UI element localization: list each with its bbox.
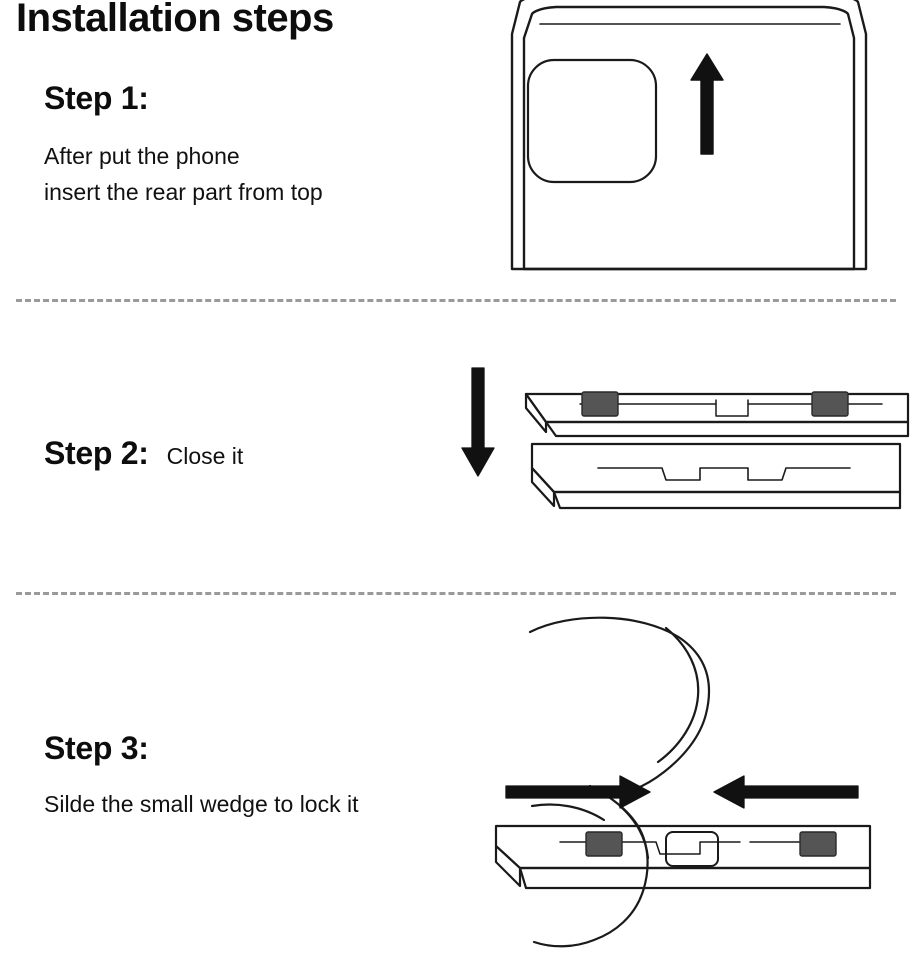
case-left-side — [496, 846, 520, 886]
case-lid-face — [546, 422, 908, 436]
wedge-group-step3 — [586, 832, 836, 856]
step-3-body-line-1: Silde the small wedge to lock it — [44, 791, 359, 817]
step-1-body-line-2: insert the rear part from top — [44, 178, 323, 205]
step-1-text-block — [44, 80, 323, 210]
base-inner-contour — [598, 468, 850, 480]
case-front-face — [520, 868, 870, 888]
step-2-illustration — [430, 360, 910, 550]
step-2-label: Step 2: — [44, 435, 149, 471]
step-1-label: Step 1: — [44, 80, 149, 116]
wedge-left — [586, 832, 622, 856]
case-base-face — [554, 492, 900, 508]
step-3-text-block — [44, 730, 359, 823]
arrow-down-icon — [462, 368, 494, 476]
arrow-right-icon — [506, 776, 650, 808]
step-3-section — [0, 590, 912, 967]
center-button — [666, 832, 718, 866]
phone-body — [524, 7, 854, 269]
step-1-illustration — [480, 0, 900, 262]
step-3-illustration — [470, 610, 910, 950]
case-lid-left-side — [526, 394, 546, 432]
step-2-text-block — [44, 435, 243, 472]
step-2-section — [0, 300, 912, 590]
step-1-section — [0, 0, 912, 300]
step-1-body-line-1: After put the phone — [44, 143, 240, 169]
case-outer-shell — [512, 0, 866, 269]
step-2-note: Close it — [166, 443, 244, 469]
step-3-label: Step 3: — [44, 730, 149, 766]
arrow-up-icon — [691, 54, 723, 154]
arrow-left-icon — [714, 776, 858, 808]
wedge-right — [812, 392, 848, 416]
wedge-right — [800, 832, 836, 856]
case-base-left-side — [532, 468, 554, 506]
wedge-left — [582, 392, 618, 416]
arrow-inward-group — [506, 776, 858, 808]
camera-module — [528, 60, 656, 182]
lid-center-notch — [716, 400, 748, 416]
page-title: Installation steps — [16, 0, 334, 40]
